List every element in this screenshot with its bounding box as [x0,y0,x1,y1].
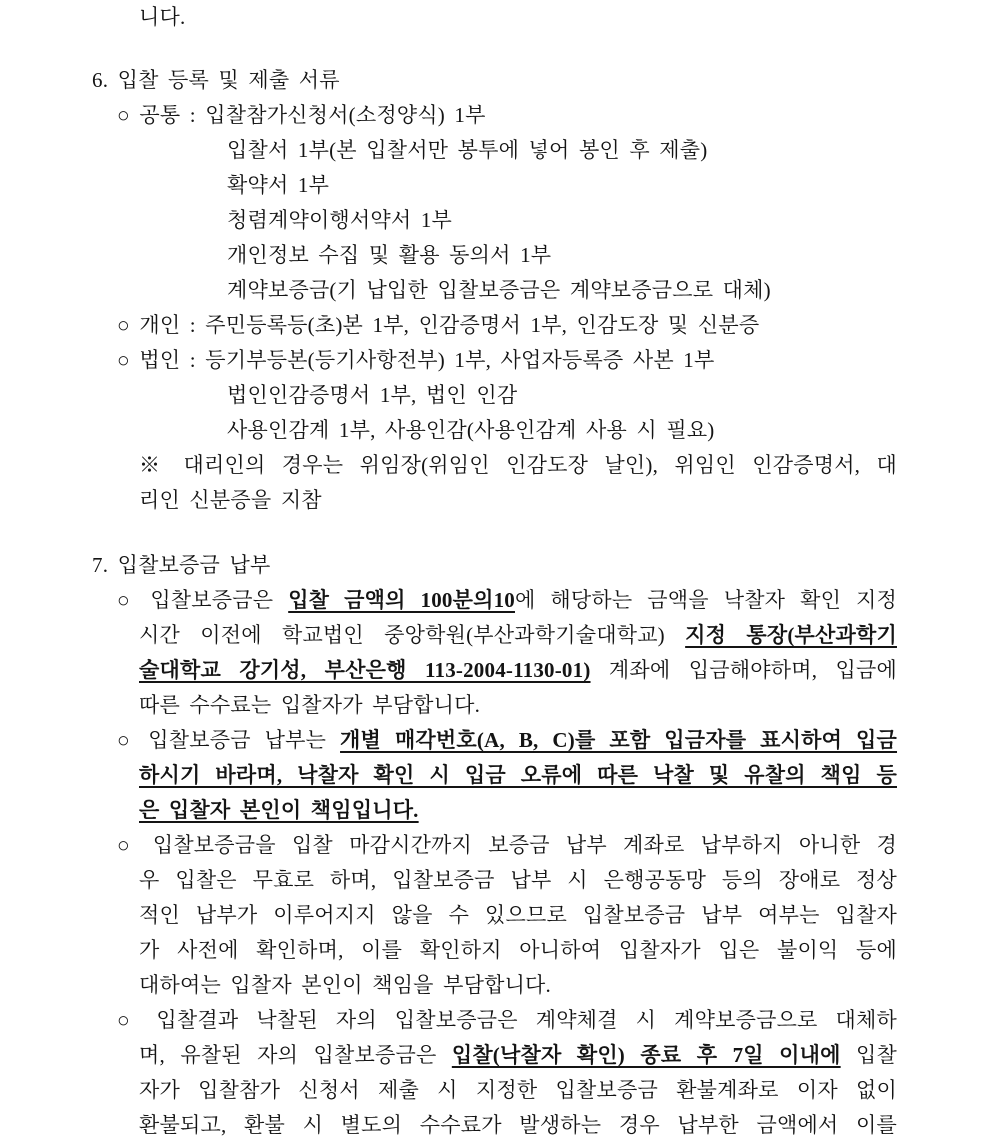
text-line [227,133,897,168]
text-line [227,413,897,448]
text-run: ○ 공통 : 입찰참가신청서(소정양식) 1부 [117,103,486,127]
text-line [139,448,897,483]
text-run: 입찰서 1부(본 입찰서만 봉투에 넣어 봉인 후 제출) [227,138,708,162]
text-line [227,168,897,203]
text-line [92,548,897,583]
text-run: ○ 입찰보증금은 [117,588,289,612]
text-run: ○ 입찰보증금 납부는 [117,728,341,752]
text-run: 7. 입찰보증금 납부 [92,553,271,577]
text-run: 며, 유찰된 자의 입찰보증금은 [139,1043,452,1067]
text-line [117,343,897,378]
text-run: 개인정보 수집 및 활용 동의서 1부 [227,243,552,267]
text-line [227,203,897,238]
text-run: 시간 이전에 학교법인 중앙학원(부산과학기술대학교) [139,623,686,647]
text-run: 계좌에 입금해야하며, 입금에 [590,658,897,682]
text-line [139,898,897,933]
emphasis-run: 하시기 바라며, 낙찰자 확인 시 입금 오류에 따른 낙찰 및 유찰의 책임 등 [139,763,897,787]
emphasis-run: 술대학교 강기성, 부산은행 113-2004-1130-01) [139,658,591,682]
section-6-bid-registration-documents [0,63,992,518]
text-run: 우 입찰은 무효로 하며, 입찰보증금 납부 시 은행공동망 등의 장애로 정상 [139,868,897,892]
text-line [117,308,897,343]
text-line [117,723,897,758]
text-line [117,583,897,618]
text-run: 리인 신분증을 지참 [139,488,322,512]
text-line [139,863,897,898]
text-line [117,828,897,863]
text-run: 적인 납부가 이루어지지 않을 수 있으므로 입찰보증금 납부 여부는 입찰자 [139,903,897,927]
text-line [117,1003,897,1038]
text-run: 따른 수수료는 입찰자가 부담합니다. [139,693,481,717]
text-line [139,968,897,1003]
text-run: 확약서 1부 [227,173,330,197]
text-run: ○ 개인 : 주민등록등(초)본 1부, 인감증명서 1부, 인감도장 및 신분증 [117,313,760,337]
fragment-previous-paragraph [0,0,992,35]
text-line [139,618,897,653]
emphasis-run: 지정 통장(부산과학기 [685,623,897,647]
text-line [139,1038,897,1073]
emphasis-run: 입찰(낙찰자 확인) 종료 후 7일 이내에 [451,1043,841,1067]
text-line [139,688,897,723]
text-line [227,238,897,273]
text-line [227,378,897,413]
text-run: 니다. [139,5,186,29]
text-line [117,98,897,133]
text-line [139,1073,897,1108]
emphasis-run: 은 입찰자 본인이 책임입니다. [139,798,419,822]
text-line [139,1108,897,1143]
section-7-bid-deposit-payment [0,548,992,1143]
text-run: 자가 입찰참가 신청서 제출 시 지정한 입찰보증금 환불계좌로 이자 없이 [139,1078,897,1102]
text-line [139,0,897,35]
text-line [139,933,897,968]
text-run: 대하여는 입찰자 본인이 책임을 부담합니다. [139,973,551,997]
text-run: 사용인감계 1부, 사용인감(사용인감계 사용 시 필요) [227,418,715,442]
text-run: ※ 대리인의 경우는 위임장(위임인 인감도장 날인), 위임인 인감증명서, 대 [139,453,897,477]
text-line [139,483,897,518]
emphasis-run: 입찰 금액의 100분의10 [288,588,515,612]
text-line [92,63,897,98]
text-run: 6. 입찰 등록 및 제출 서류 [92,68,340,92]
text-run: 환불되고, 환불 시 별도의 수수료가 발생하는 경우 납부한 금액에서 이를 [139,1113,897,1137]
text-run: ○ 법인 : 등기부등본(등기사항전부) 1부, 사업자등록증 사본 1부 [117,348,715,372]
text-run: ○ 입찰결과 낙찰된 자의 입찰보증금은 계약체결 시 계약보증금으로 대체하 [117,1008,897,1032]
text-run: 청렴계약이행서약서 1부 [227,208,453,232]
text-run: 법인인감증명서 1부, 법인 인감 [227,383,518,407]
text-line [139,793,897,828]
emphasis-run: 개별 매각번호(A, B, C)를 포함 입금자를 표시하여 입금 [340,728,898,752]
text-line [139,758,897,793]
text-line [227,273,897,308]
text-run: 입찰 [840,1043,897,1067]
text-line [139,653,897,688]
text-run: 계약보증금(기 납입한 입찰보증금은 계약보증금으로 대체) [227,278,771,302]
text-run: 에 해당하는 금액을 낙찰자 확인 지정 [514,588,897,612]
text-run: ○ 입찰보증금을 입찰 마감시간까지 보증금 납부 계좌로 납부하지 아니한 경 [117,833,897,857]
text-run: 가 사전에 확인하며, 이를 확인하지 아니하여 입찰자가 입은 불이익 등에 [139,938,897,962]
